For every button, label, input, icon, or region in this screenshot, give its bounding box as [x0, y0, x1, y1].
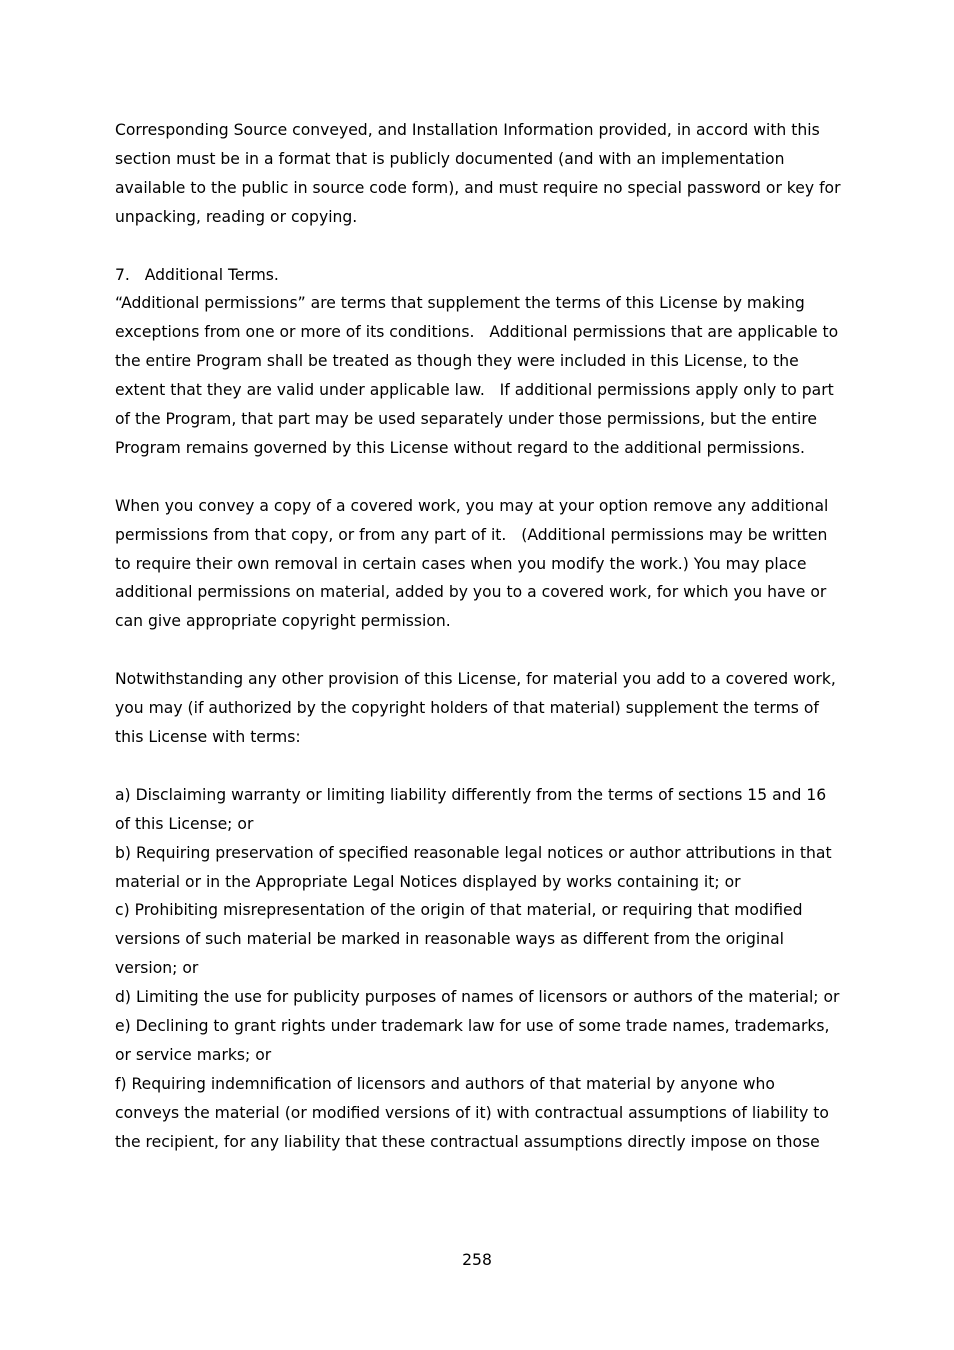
page-number: 258: [462, 1251, 492, 1269]
paragraph-gap: [115, 463, 841, 492]
paragraph-gap: [115, 636, 841, 665]
paragraph-gap: [115, 752, 841, 781]
paragraph-notwithstanding: Notwithstanding any other provision of this License, for material you add to a covered work, you may (if authorized by the copyright holders of that material) supplement the terms of this License with terms:: [115, 670, 841, 746]
paragraph-convey-copy: When you convey a copy of a covered work, you may at your option remove any additional permissions from that copy, or from any part of it. (Additional permissions may be written to require their own removal in certain cases when you modify the work.) You may place additional permissions on material, added by you to a covered work, for which you have or can give appropriate copyright permission.: [115, 496, 834, 631]
page-body: [115, 116, 846, 1157]
paragraph-terms-list: a) Disclaiming warranty or limiting liability differently from the terms of sections 15 and 16 of this License; or b) Requiring preservation of specified reasonable legal notices or author attributions in that material or in the Appropriate Legal Notices displayed by works containing it; or c) Prohibiting misrepresentation of the origin of that material, or requiring that modified versions of such material be marked in reasonable ways as different from the original version; or d) Limiting the use for publicity purposes of names of licensors or authors of the material; or e) Declining to grant rights under trademark law for use of some trade names, trademarks, or service marks; or f) Requiring indemnification of licensors and authors of that material by anyone who conveys the material (or modified versions of it) with contractual assumptions of liability to the recipient, for any liability that these contractual assumptions directly impose on those: [115, 785, 840, 1151]
paragraph-additional-terms: 7. Additional Terms. “Additional permissions” are terms that supplement the terms of this License by making exceptions from one or more of its conditions. Additional permissions that are applicable to the entire Program shall be treated as though they were included in this License, to the extent that they are valid under applicable law. If additional permissions apply only to part of the Program, that part may be used separately under those permissions, but the entire Program remains governed by this License without regard to the additional permissions.: [115, 265, 839, 457]
paragraph-gap: [115, 232, 841, 261]
paragraph-source-format: Corresponding Source conveyed, and Installation Information provided, in accord with this section must be in a format that is publicly documented (and with an implementation available to the public in source code form), and must require no special password or key for unpacking, reading or copying.: [115, 121, 846, 226]
